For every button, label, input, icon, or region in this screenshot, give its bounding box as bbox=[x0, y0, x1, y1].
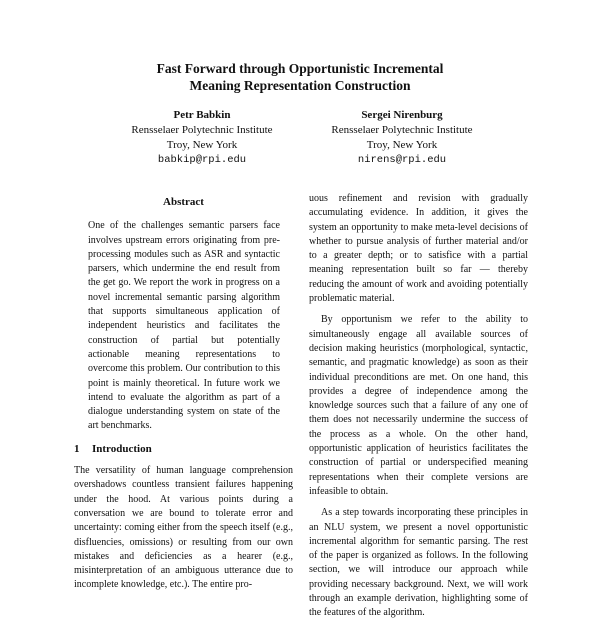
section-number: 1 bbox=[74, 442, 80, 455]
author-block-2 bbox=[282, 108, 522, 168]
author-email: nirens@rpi.edu bbox=[357, 154, 447, 166]
abstract-text: One of the challenges semantic parsers face involves upstream errors originating from pre-processing modules such as ASR and syntactic parsers, which undermine the end result from the get go. We report the work in progress on a novel incremental semantic parsing algorithm that supports simultaneous application of independent heuristics and facilitates the construction of partial but potentially actionable meaning representations to overcome this problem. Our contribution to this point is mainly theoretical. In future work we intend to evaluate the algorithm as part of a dialogue understanding system on state of the art benchmarks. bbox=[88, 220, 280, 432]
intro-paragraph-2: uous refinement and revision with gradually accumulating evidence. In addition, it gives the system an opportunity to make meta-level decisions of whether to pursue analysis of further material and/or to a greater depth; or to satisfice with a partial meaning representation built so far — thereby reducing the amount of work and avoiding potentially problematic material. bbox=[309, 193, 528, 305]
paper-title-line-1: Fast Forward through Opportunistic Incremental bbox=[156, 61, 444, 76]
author-affiliation: Rensselaer Polytechnic Institute bbox=[331, 124, 473, 136]
intro-paragraph-1: The versatility of human language comprehension overshadows countless transient failures happening under the hood. At various points during a conversation we are bound to tolerate error and uncertainty: coming either from the speech itself (e.g., disfluencies, omissions) or resulting from our own mistakes and deficiencies as a hearer (e.g., misinterpretation of an ambiguous utterance due to incomplete knowledge, etc.). The entire pro- bbox=[74, 465, 293, 591]
author-email: babkip@rpi.edu bbox=[157, 154, 247, 166]
author-name: Petr Babkin bbox=[173, 109, 231, 121]
section-title: Introduction bbox=[92, 442, 152, 455]
abstract-heading: Abstract bbox=[163, 196, 204, 208]
paper-title bbox=[0, 60, 600, 94]
intro-paragraph-3: By opportunism we refer to the ability to simultaneously engage all available sources of decision making heuristics (morphological, syntactic, semantic, and pragmatic knowledge) as soon as their individual preconditions are met. On one hand, this provides a degree of independence among the knowledge sources such that a failure of any one of them does not necessarily undermine the success of the process as a whole. On the other hand, opportunistic application of heuristics facilitates the construction of partial or underspecified meaning representations when their complete versions are infeasible to obtain. bbox=[309, 314, 528, 497]
intro-paragraph-4: As a step towards incorporating these principles in an NLU system, we present a novel opportunistic incremental algorithm for semantic parsing. The rest of the paper is organized as follows. In the following section, we will introduce our approach while providing necessary background. Next, we will work through an example derivation, highlighting some of the features of the algorithm. bbox=[309, 507, 528, 619]
author-name: Sergei Nirenburg bbox=[361, 109, 443, 121]
author-location: Troy, New York bbox=[166, 139, 238, 151]
author-affiliation: Rensselaer Polytechnic Institute bbox=[131, 124, 273, 136]
section-heading-introduction bbox=[74, 442, 293, 456]
paper-title-line-2: Meaning Representation Construction bbox=[189, 78, 411, 93]
left-column bbox=[74, 195, 293, 593]
author-location: Troy, New York bbox=[366, 139, 438, 151]
right-column bbox=[309, 192, 528, 621]
